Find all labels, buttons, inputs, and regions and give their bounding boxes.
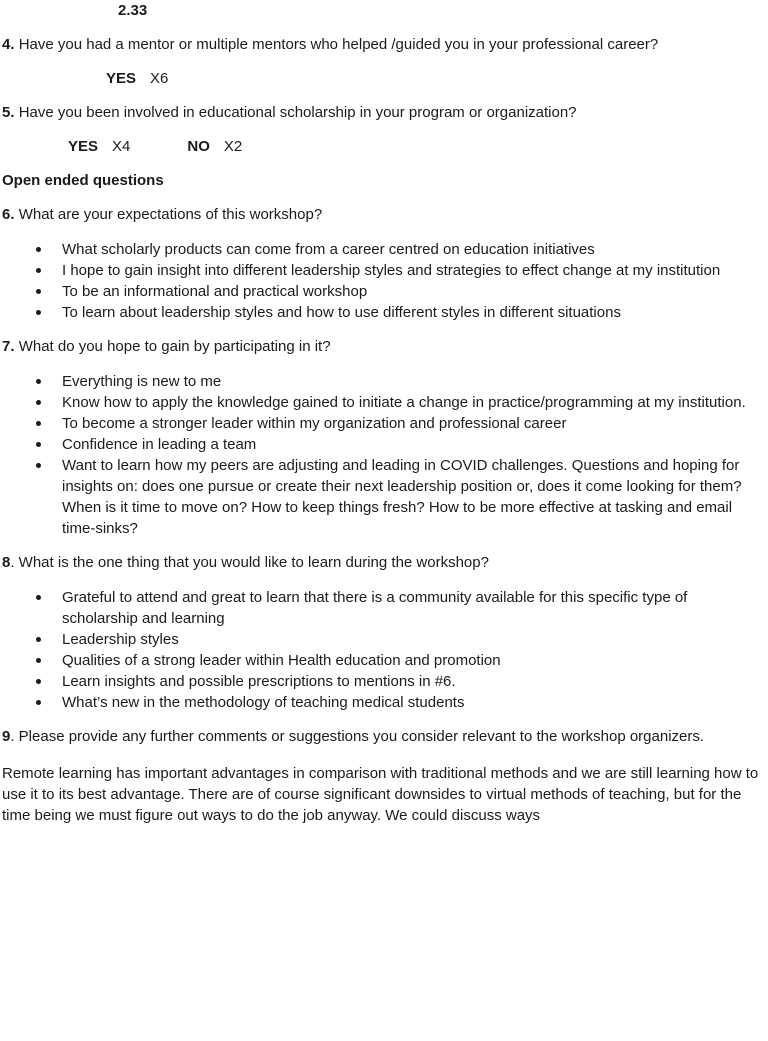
closing-paragraph: Remote learning has important advantages in comparison with traditional methods and we are still learning how to use it to its best advantage. There are of course significant downsides to virtual methods of teaching, but for the time being we must figure out ways to do the job anyway. We could discuss ways (2, 765, 759, 824)
bullet-dot-icon (36, 289, 41, 294)
bullet-dot-icon (36, 595, 41, 600)
bullet-item (2, 650, 765, 671)
bullet-text: What scholarly products can come from a career centred on education initiatives (62, 241, 595, 258)
bullet-text: To become a stronger leader within my organization and professional career (62, 415, 567, 432)
bullet-dot-icon (36, 379, 41, 384)
question-8 (2, 552, 765, 573)
bullet-text: Leadership styles (62, 631, 179, 648)
question-5 (2, 102, 765, 123)
bullet-text: Everything is new to me (62, 373, 222, 390)
bullet-dot-icon (36, 400, 41, 405)
bullet-item (2, 434, 765, 455)
question-6-number: 6. (2, 206, 15, 223)
question-6-bullet-list (2, 239, 765, 323)
question-6-text: What are your expectations of this workshop? (18, 206, 323, 223)
bullet-item (2, 371, 765, 392)
bullet-text: What’s new in the methodology of teaching medical students (62, 694, 465, 711)
bullet-dot-icon (36, 442, 41, 447)
bullet-dot-icon (36, 679, 41, 684)
question-7-bullet-list (2, 371, 765, 539)
bullet-item (2, 629, 765, 650)
bullet-item (2, 455, 765, 539)
question-9-number: 9 (2, 728, 11, 745)
yes-label: YES (68, 138, 99, 155)
bullet-dot-icon (36, 658, 41, 663)
question-4-answer (2, 68, 765, 89)
bullet-text: Want to learn how my peers are adjusting and leading in COVID challenges. Questions and hoping for insights on: does one pursue or create their next leadership position or, does it come looking for them? When is it time to move on? How to keep things fresh? How to be more effective at tasking and email time-sinks? (62, 457, 742, 537)
bullet-text: Grateful to attend and great to learn that there is a community available for this specific type of scholarship and learning (62, 589, 688, 627)
question-7 (2, 336, 765, 357)
bullet-item (2, 392, 765, 413)
question-5-text: Have you been involved in educational scholarship in your program or organization? (18, 104, 577, 121)
question-8-number: 8 (2, 554, 11, 571)
bullet-item (2, 281, 765, 302)
no-label: NO (187, 138, 210, 155)
question-8-text: . What is the one thing that you would like to learn during the workshop? (10, 554, 489, 571)
bullet-item (2, 587, 765, 629)
question-4-number: 4. (2, 36, 15, 53)
bullet-text: Qualities of a strong leader within Health education and promotion (62, 652, 501, 669)
no-count: X2 (223, 138, 243, 155)
yes-count: X6 (150, 70, 169, 87)
bullet-item (2, 692, 765, 713)
question-6 (2, 204, 765, 225)
yes-label: YES (106, 70, 137, 87)
stat-value: 2.33 (118, 2, 148, 19)
bullet-text: To be an informational and practical workshop (62, 283, 368, 300)
bullet-item (2, 239, 765, 260)
bullet-text: To learn about leadership styles and how to use different styles in different situations (62, 304, 621, 321)
question-9-text: . Please provide any further comments or suggestions you consider relevant to the workshop organizers. (10, 728, 705, 745)
yes-count: X4 (112, 138, 131, 155)
bullet-item (2, 413, 765, 434)
question-8-bullet-list (2, 587, 765, 713)
question-7-text: What do you hope to gain by participating in it? (18, 338, 331, 355)
bullet-text: Learn insights and possible prescriptions to mentions in #6. (62, 673, 456, 690)
bullet-dot-icon (36, 268, 41, 273)
question-4-text: Have you had a mentor or multiple mentors who helped /guided you in your professional career? (18, 36, 659, 53)
bullet-dot-icon (36, 310, 41, 315)
question-7-number: 7. (2, 338, 15, 355)
question-9 (2, 726, 765, 747)
bullet-dot-icon (36, 463, 41, 468)
bullet-dot-icon (36, 247, 41, 252)
question-4 (2, 34, 765, 55)
section-heading: Open ended questions (2, 172, 164, 189)
bullet-item (2, 671, 765, 692)
bullet-text: I hope to gain insight into different leadership styles and strategies to effect change at my institution (62, 262, 721, 279)
question-5-answer (2, 136, 765, 157)
bullet-dot-icon (36, 637, 41, 642)
bullet-dot-icon (36, 700, 41, 705)
bullet-item (2, 260, 765, 281)
bullet-dot-icon (36, 421, 41, 426)
bullet-text: Confidence in leading a team (62, 436, 257, 453)
bullet-item (2, 302, 765, 323)
bullet-text: Know how to apply the knowledge gained to initiate a change in practice/programming at my institution. (62, 394, 746, 411)
question-5-number: 5. (2, 104, 15, 121)
